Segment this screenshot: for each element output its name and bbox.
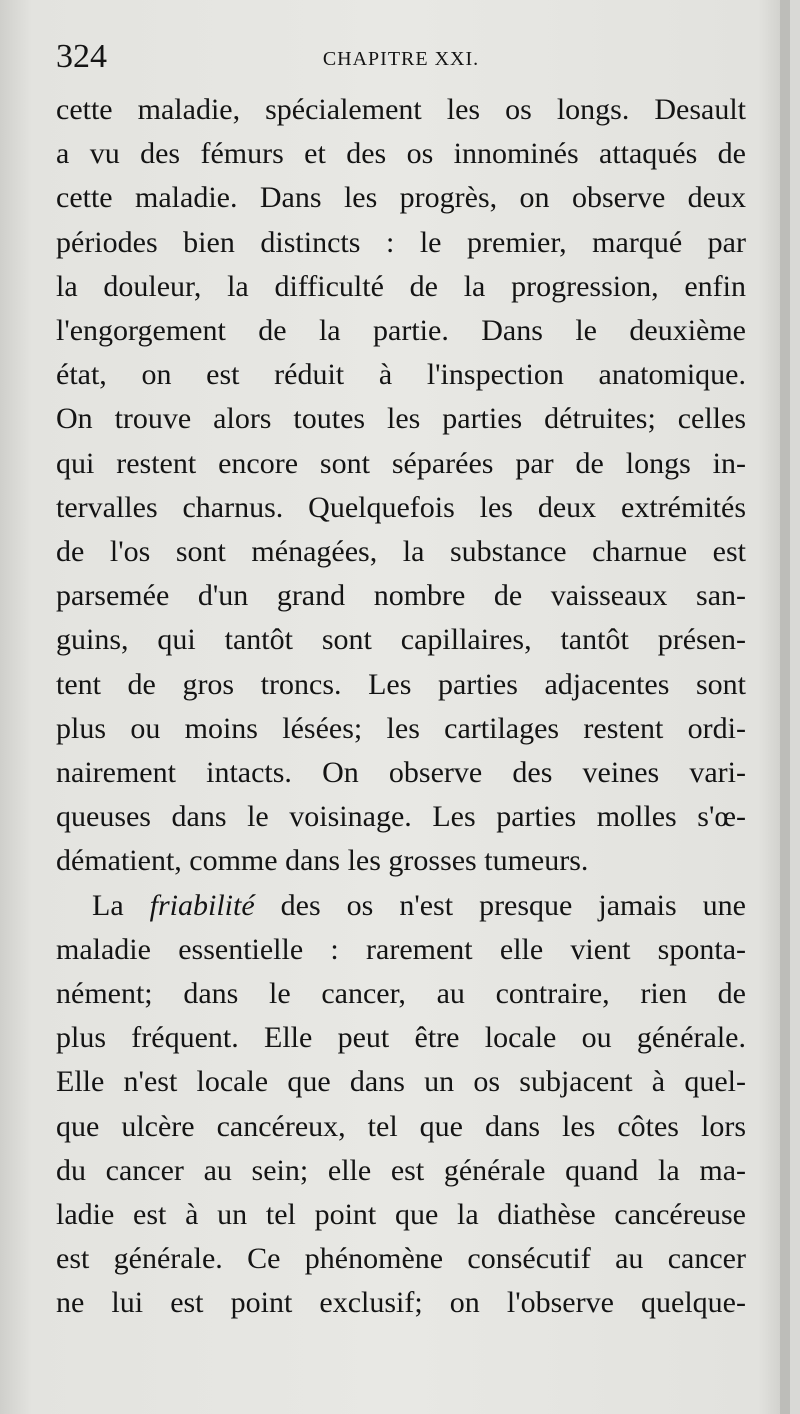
text-line-first: [56, 884, 746, 928]
italic-term: friabilité: [149, 888, 255, 922]
text-line: guins, qui tantôt sont capillaires, tantôt présen-: [56, 623, 746, 657]
text-line: que ulcère cancéreux, tel que dans les côtes lors: [56, 1109, 746, 1143]
text-run: La: [92, 888, 150, 922]
text-line: tent de gros troncs. Les parties adjacentes sont: [56, 667, 746, 701]
text-line: qui restent encore sont séparées par de longs in-: [56, 446, 746, 480]
text-line: maladie essentielle : rarement elle vient sponta-: [56, 932, 746, 966]
text-line: dématient, comme dans les grosses tumeurs.: [56, 844, 589, 878]
text-line: On trouve alors toutes les parties détruites; celles: [56, 402, 746, 436]
text-line: nairement intacts. On observe des veines vari-: [56, 756, 746, 790]
paragraph-2: [56, 884, 746, 1326]
paragraph-1: [56, 88, 746, 884]
text-line: cette maladie, spécialement les os longs. Desault: [56, 93, 746, 126]
text-line: est générale. Ce phénomène consécutif au cancer: [56, 1242, 746, 1276]
text-line: l'engorgement de la partie. Dans le deuxième: [56, 314, 746, 348]
page-edge: [780, 0, 790, 1414]
text-line: de l'os sont ménagées, la substance charnue est: [56, 535, 746, 569]
text-line: Elle n'est locale que dans un os subjacent à quel-: [56, 1065, 746, 1099]
text-line: la douleur, la difficulté de la progression, enfin: [56, 269, 746, 303]
text-line: queuses dans le voisinage. Les parties molles s'œ-: [56, 800, 746, 834]
text-line: tervalles charnus. Quelquefois les deux extrémités: [56, 490, 746, 524]
running-head: CHAPITRE XXI.: [322, 48, 480, 70]
page-number: 324: [56, 38, 107, 75]
text-line: plus fréquent. Elle peut être locale ou générale.: [56, 1021, 746, 1055]
text-line: parsemée d'un grand nombre de vaisseaux san-: [56, 579, 746, 613]
text-line: cette maladie. Dans les progrès, on observe deux: [56, 181, 746, 215]
text-line: ladie est à un tel point que la diathèse cancéreuse: [56, 1198, 746, 1232]
text-line: ne lui est point exclusif; on l'observe quelque-: [56, 1286, 746, 1320]
text-line: plus ou moins lésées; les cartilages restent ordi-: [56, 711, 746, 745]
body-text: [56, 88, 746, 1326]
text-line: périodes bien distincts : le premier, marqué par: [56, 225, 746, 259]
text-line: du cancer au sein; elle est générale quand la ma-: [56, 1153, 746, 1187]
page-header: [56, 38, 746, 78]
text-run: des os n'est presque jamais une: [254, 888, 747, 922]
text-line: état, on est réduit à l'inspection anatomique.: [56, 358, 746, 392]
text-line: nément; dans le cancer, au contraire, rien de: [56, 977, 746, 1011]
text-line: a vu des fémurs et des os innominés attaqués de: [56, 137, 746, 171]
